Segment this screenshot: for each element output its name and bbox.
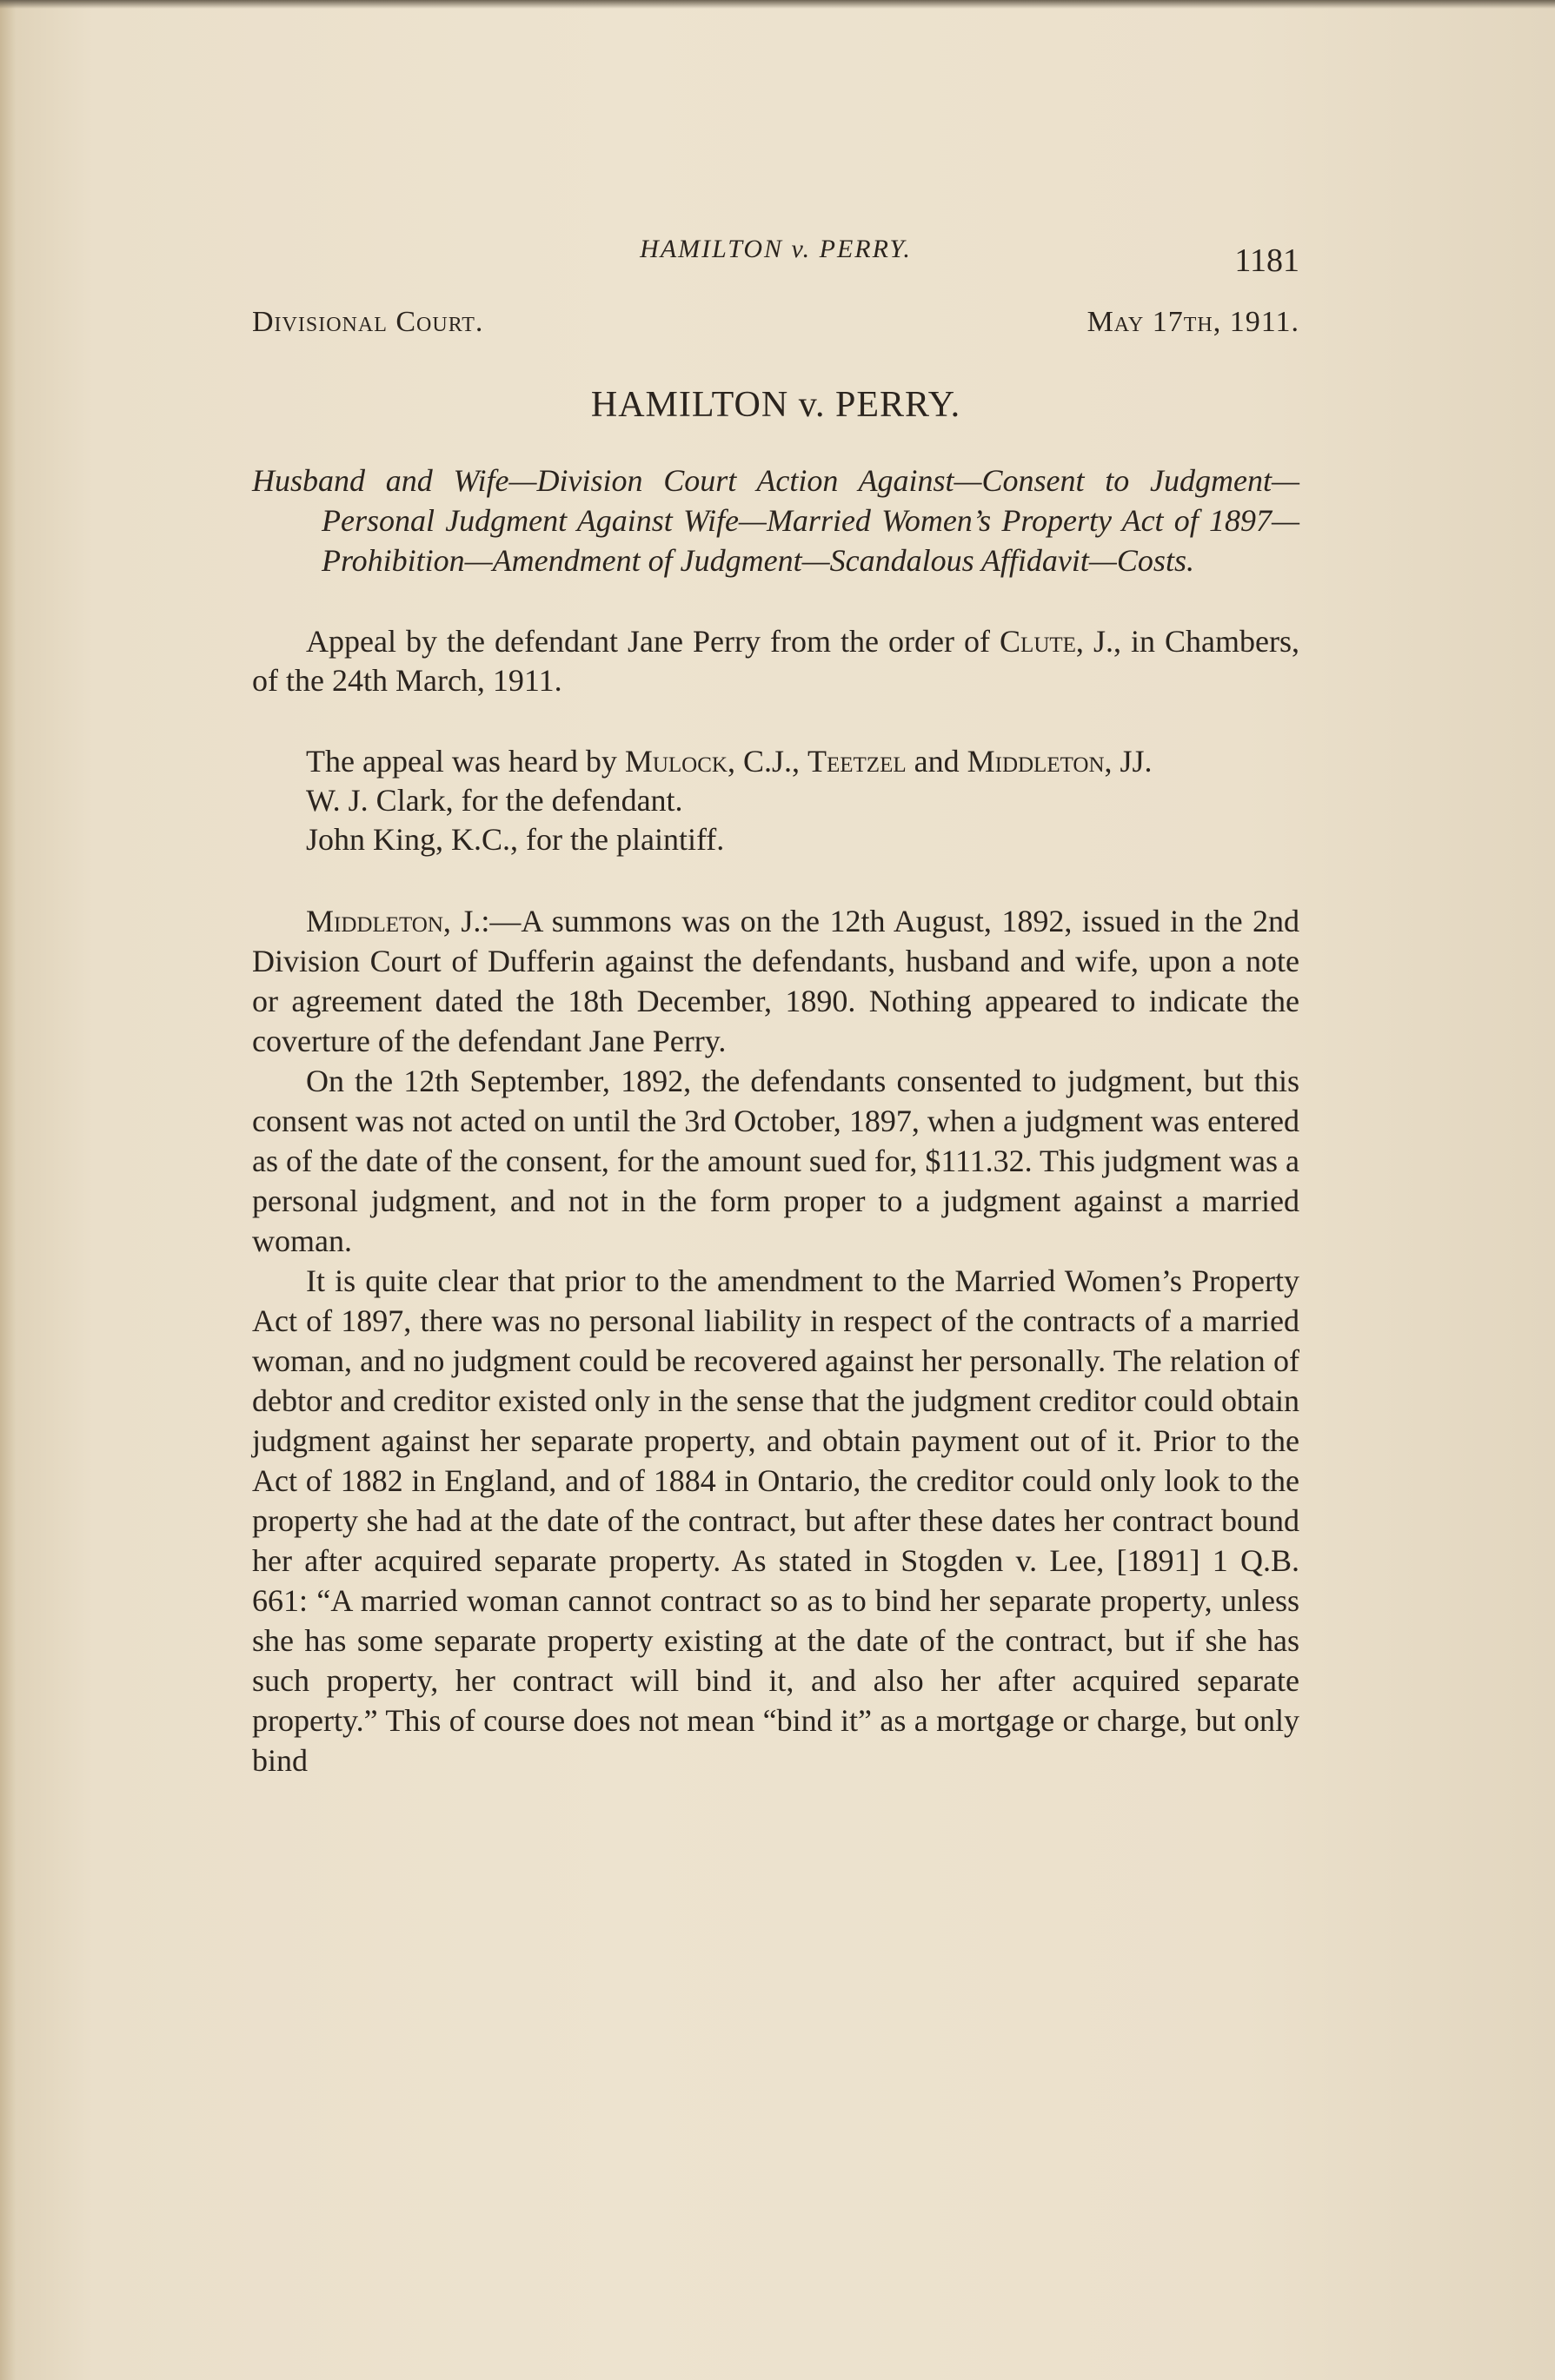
- page-left-shadow: [0, 0, 16, 2380]
- running-head: [252, 235, 1299, 287]
- hearing-judge-1: Mulock: [624, 744, 728, 779]
- appeal-text-after: , J., in Chambers, of the 24th March, 1911.: [252, 624, 1299, 698]
- decision-date: May 17th, 1911.: [1087, 306, 1299, 338]
- page-top-shadow: [0, 0, 1555, 9]
- hearing-judge-2: Teetzel: [807, 744, 907, 779]
- appeal-judge: Clute: [1000, 624, 1076, 659]
- hearing-mid-1: , C.J.,: [727, 744, 807, 779]
- page-content: [252, 235, 1299, 1780]
- appeal-paragraph: [252, 622, 1299, 700]
- hearing-judge-3: Middleton: [967, 744, 1105, 779]
- judgment-judge: Middleton: [306, 904, 443, 938]
- hearing-text-after: , JJ.: [1104, 744, 1153, 779]
- court-date-line: [252, 306, 1299, 339]
- judgment-paragraph-1: [252, 901, 1299, 1061]
- judgment-paragraph-3: It is quite clear that prior to the amendment to the Married Women’s Property Act of 1897, there was no personal liability in respect of the contracts of a married woman, and no judgment could be recovered against her personally. The relation of debtor and creditor existed only in the sense that the judgment creditor could obtain judgment against her separate property, and obtain payment out of it. Prior to the Act of 1882 in England, and of 1884 in Ontario, the creditor could only look to the property she had at the date of the contract, but after these dates her contract bound her after acquired separate property. As stated in Stogden v. Lee, [1891] 1 Q.B. 661: “A married woman cannot contract so as to bind her separate property, unless she has some separate property existing at the date of the contract, but if she has such property, her contract will bind it, and also her after acquired separate property.” This of course does not mean “bind it” as a mortgage or charge, but only bind: [252, 1263, 1299, 1778]
- judgment-paragraph-2: On the 12th September, 1892, the defendants consented to judgment, but this consent was not acted on until the 3rd October, 1897, when a judgment was entered as of the date of the consent, for the amount sued for, $111.32. This judgment was a personal judgment, and not in the form proper to a judgment against a married woman.: [252, 1064, 1299, 1258]
- appeal-text-before: Appeal by the defendant Jane Perry from the order of: [306, 624, 1000, 659]
- running-head-title: HAMILTON v. PERRY.: [640, 235, 912, 263]
- court-name: Divisional Court.: [252, 306, 484, 338]
- judgment-paragraph-1-text: , J.:—A summons was on the 12th August, 1892, issued in the 2nd Division Court of Dufferin against the defendants, husband and wife, upon a note or agreement dated the 18th December, 1890. Nothing appeared to indicate the coverture of the defendant Jane Perry.: [252, 904, 1299, 1058]
- page-number: 1181: [1234, 242, 1299, 279]
- hearing-text-before: The appeal was heard by: [306, 744, 625, 779]
- hearing-mid-2: and: [906, 744, 967, 779]
- hearing-paragraph: [252, 742, 1299, 781]
- case-title: HAMILTON v. PERRY.: [590, 385, 961, 425]
- judgment-body: [252, 901, 1299, 1780]
- counsel-line-plaintiff: John King, K.C., for the plaintiff.: [306, 822, 725, 857]
- counsel-line-defendant: W. J. Clark, for the defendant.: [306, 783, 683, 818]
- headnote: Husband and Wife—Division Court Action Against—Consent to Judgment—Personal Judgment Against Wife—Married Women’s Property Act of 1897—Prohibition—Amendment of Judgment—Scandalous Affidavit—Costs.: [252, 463, 1299, 578]
